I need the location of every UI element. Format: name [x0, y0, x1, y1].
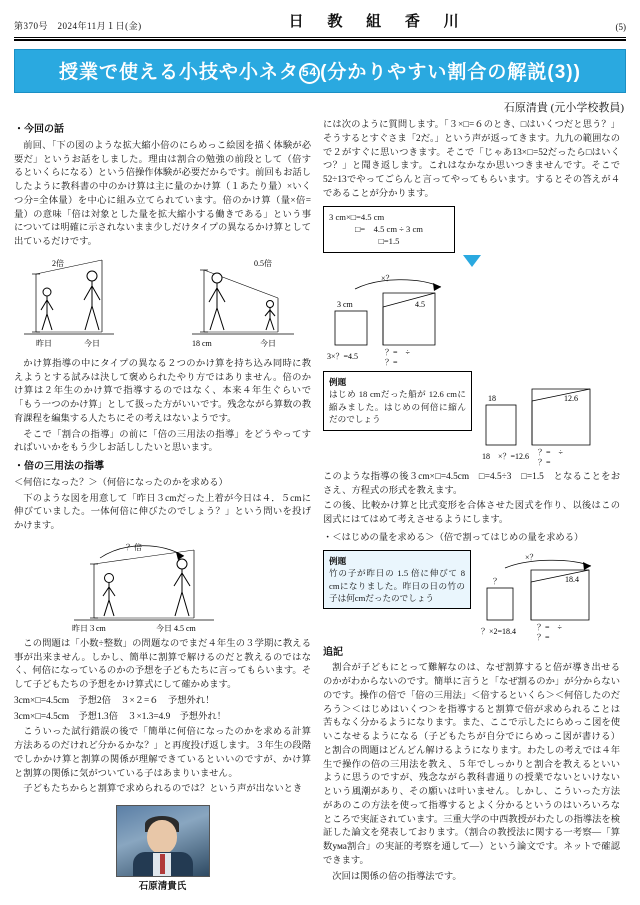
fig-top-eq3: ？=: [385, 357, 398, 367]
fig1-caption-left: 昨日: [36, 338, 52, 348]
figure-niramekko-2: [480, 371, 620, 467]
fig1-label-left: 2倍: [52, 258, 64, 268]
paragraph: 次回は関係の倍の指導法です。: [332, 871, 462, 882]
paragraph: 下のような図を用意して「昨日３cmだった上着が今日は４．５cmに伸びていました。一体何倍に伸びたのでしょう？」という問いを投げかけます。: [14, 493, 311, 532]
paragraph: かけ算指導の中にタイプの異なる２つのかけ算を持ち込み同時に教えようとする試みは決して褒められたやり方ではありません。倍のかけ算は２年生のかけ算で指導するのではなく、本来４年生ぐらいで「もう一つのかけ算」として扱った方がいいです。残念ながら算数の教育課程を編集する人たちにその考えはないようです。: [14, 358, 311, 424]
example-block-1: [323, 371, 620, 467]
fig2-label-left: 昨日３cm: [72, 623, 106, 633]
fig-top-eq1: 3×？=4.5: [327, 351, 359, 361]
paragraph: 子どもたちからと割算で求められるのでは？という声が出ないとき: [23, 784, 303, 795]
example-box-1: [323, 371, 472, 431]
fig-bottom-eq2: ？= ÷: [538, 447, 563, 457]
article-title-band: [14, 49, 626, 93]
author-photo-block: [116, 805, 210, 894]
paragraph: 割合が子どもにとって難解なのは、なぜ割算すると倍が導き出せるのかがわからないのです。簡単に言うと「なぜ割るのか」が分からないのです。操作の倍で「倍の三用法」＜倍するといくら＞＜何倍したのだろう＞＜はじめはいくつ＞を指導すると割算で倍が求められることは苦もなく分かるようになります。また、ここで示したにらめっこ図を使いこなせるようになる（子どもたちが自分でにらめっこ図が書ける）と割合の問題はどんどん解けるようになります。わたしの考えでは４年生で操作の倍の三用法を教え、５年でしっかりと割合を教えるといいように思うのですが、残念ながら教科書通りの授業でないといけないという風潮があり、その願いは叶いません。しかし、こういった方法があのこの方法を使って指導するとよく分かるというのはいろいろなところで実証されています。三重大学の中西教授がわたしの指導法を検証した論文を発表しております。（割合の教授法に関する一考察―「算数ума割合」の実証的考察を通して―）という論文です。ネットで確認できます。: [323, 663, 620, 866]
paragraph: この後、比較かけ算と比式変形を合体させた図式を作り、以後はこの図式にはてはめて考えさせるようにします。: [323, 501, 620, 526]
author-photo-caption: 石原清貴氏: [138, 882, 187, 893]
figure-scale-comparison: [14, 254, 311, 354]
fig1-label-right: 0.5倍: [254, 258, 272, 268]
calc-line-2: 3cm×□=4.5cm 予想1.3倍 ３×1.3=4.9 予想外れ！: [14, 711, 226, 722]
photo-face: [147, 820, 177, 854]
publication-title: 日 教 組 香 川: [288, 14, 469, 30]
fig-top-right: 4.5: [415, 299, 425, 309]
masthead-rule: [14, 37, 626, 38]
article-title-before: 授業で使える小技や小ネタ: [59, 62, 300, 83]
page-number: (5): [615, 22, 626, 32]
fig3-eq3: ？=: [537, 632, 550, 642]
left-column: [14, 119, 311, 894]
example-box-1-title: 例題: [329, 376, 347, 387]
fig3-left: ？: [493, 576, 501, 586]
masthead-rule-thick: [14, 39, 626, 41]
example-box-2-body: 竹の子が昨日の 1.5 倍に伸びて 8 cmになりました。昨日の日の竹の子は何cmだったのでしょう: [329, 568, 465, 603]
section-head-today: ・今回の話: [14, 124, 64, 135]
issue-number: 第370号 2024年11月１日(金): [14, 21, 142, 31]
figure-yesterday-today-svg: [14, 538, 304, 634]
figure-yesterday-today: [14, 538, 311, 634]
figure-niramekko-1: [323, 271, 620, 367]
fig2-label-top: ？倍: [126, 542, 142, 552]
fig-top-eq2: ？= ÷: [385, 347, 410, 357]
article-columns: [14, 119, 626, 894]
fig-top-left: 3 cm: [337, 299, 353, 309]
figure-scale-comparison-svg: [14, 254, 304, 354]
fig-bottom-right: 12.6: [564, 393, 578, 403]
paragraph: には次のように質問します。「３×□=６のとき、□はいくつだと思う？」そうするとすぐさま「2だ。」という声が返ってきます。九九の範囲なので２がすぐに思いつきます。そこで「じゃあ13×□=52だったら□はいくつ？」と聞き返します。これはなかなか思いつきませんです。そこで52÷13でやってごらんと言ってやってもらいます。するとその答えが４であることが分かります。: [323, 120, 620, 199]
paragraph: 前回、「下の図のような拡大縮小倍のにらめっこ絵図を描く体験が必要だ」というお話をしました。理由は割合の勉強の前段として（倍するといくらになる）という倍操作体験が必要だからです。前回もお話ししたように教科書の中のかけ算は主に量のかけ算（１あたり量）×いくつ分=全体量）を中心に組み立てられています。倍のかけ算（量×倍=量）の意味「倍は対象とした量を拡大縮小する働きである」という事については明確に示されないまま少しだけタイプの異なるかけ算として出ているだけです。: [14, 140, 311, 248]
fig-bottom-left: 18: [488, 393, 496, 403]
paragraph: このような指導の後３cm×□=4.5cm □=4.5÷3 □=1.5 となることをおさえ、方程式の形式を教えます。: [323, 471, 620, 496]
fig1-caption-right: 今日: [260, 338, 276, 348]
example-box-2-title: 例題: [329, 555, 347, 566]
section-head-three-uses: ・倍の三用法の指導: [14, 461, 104, 473]
paragraph: この問題は「小数÷整数」の問題なのでまだ４年生の３学期に教える事が出来ません。しかし、簡単に割算で解けるのだと教えるのではなく、何倍になっているのかの予想を子どもたちに言ってもらいます。そして子どもたちの予想をかけ算式にして確かめます。: [14, 638, 311, 691]
fig3-eq2: ？= ÷: [537, 622, 562, 632]
equation-line: □=1.5: [378, 236, 400, 247]
masthead: [14, 10, 626, 35]
fig1-caption-center: 今日: [84, 338, 100, 348]
equation-box-1: [323, 206, 455, 253]
section-head-postscript: 追記: [323, 646, 343, 658]
equation-line: 3 cm×□=4.5 cm: [329, 211, 385, 222]
article-title-after: (分かりやすい割合の解説(3)): [320, 62, 581, 83]
paragraph: こういった試行錯誤の後で「簡単に何倍になったのかを求める計算方法あるのだけれど分かるかな？」と再度投げ返します。３年生の段階でしかかけ算と割算の関係が理解できているといいのですが、かけ算と割算の関係に気がついている子はあまりいません。: [14, 727, 311, 779]
author-photo: [116, 805, 210, 877]
byline: 石原清貴 (元小学校教員): [503, 102, 624, 114]
paragraph-with-photo: [14, 783, 311, 799]
fig1-caption-right-len: 18 cm: [192, 338, 212, 348]
subhead-find-original: ・＜はじめの量を求める＞（倍で割ってはじめの量を求める）: [323, 532, 584, 543]
down-arrow-icon: [463, 255, 481, 267]
equation-line: □= 4.5 cm ÷ 3 cm: [355, 223, 423, 234]
figure-niramekko-2-svg: [480, 371, 620, 467]
fig-bottom-eq3: ？=: [538, 457, 551, 467]
figure-niramekko-3-svg: [479, 550, 619, 642]
subhead-how-many-times: ＜何倍になった？＞（何倍になったのかを求める）: [14, 477, 228, 488]
fig-top-q: ×？: [381, 273, 394, 283]
photo-tie: [160, 854, 165, 874]
right-column: [323, 119, 620, 894]
fig3-q: ×？: [525, 552, 538, 562]
fig3-eq1: ？×2=18.4: [481, 626, 517, 636]
fig2-label-right: 今日 4.5 cm: [156, 623, 196, 633]
example-box-1-body: はじめ 18 cmだった船が 12.6 cmに縮みました。はじめの何倍に縮んだのでしょう: [329, 389, 466, 425]
article-number-badge: 54: [299, 63, 320, 84]
calc-line-1: 3cm×□=4.5cm 予想2倍 ３×２=６ 予想外れ！: [14, 695, 215, 706]
fig3-right: 18.4: [565, 574, 579, 584]
example-box-2: [323, 550, 471, 610]
fig-bottom-eq1: 18 ×？=12.6: [482, 451, 530, 461]
figure-niramekko-3: [479, 550, 619, 642]
paragraph: そこで「割合の指導」の前に「倍の三用法の指導」をどうやってすればいいかをもう少しお話ししたいと思います。: [14, 429, 311, 454]
figure-niramekko-1-svg: [323, 271, 473, 367]
example-block-2: [323, 550, 620, 642]
